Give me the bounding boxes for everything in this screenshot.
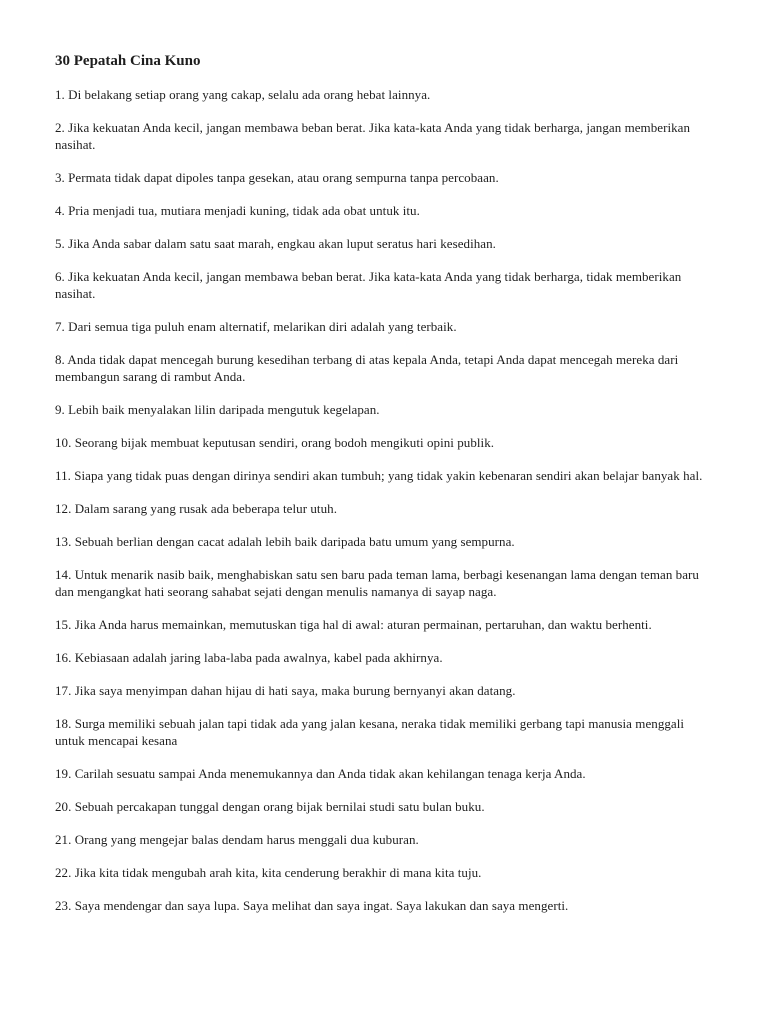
proverb-item: 3. Permata tidak dapat dipoles tanpa gesekan, atau orang sempurna tanpa percobaan. (55, 170, 499, 185)
proverb-item: 15. Jika Anda harus memainkan, memutuskan tiga hal di awal: aturan permainan, pertaruhan, dan waktu berhenti. (55, 617, 652, 632)
proverb-item: 9. Lebih baik menyalakan lilin daripada mengutuk kegelapan. (55, 402, 380, 417)
proverb-item: 11. Siapa yang tidak puas dengan dirinya sendiri akan tumbuh; yang tidak yakin kebenaran sendiri akan belajar banyak hal. (55, 468, 703, 483)
proverb-item: 4. Pria menjadi tua, mutiara menjadi kuning, tidak ada obat untuk itu. (55, 203, 420, 218)
proverb-item: 23. Saya mendengar dan saya lupa. Saya melihat dan saya ingat. Saya lakukan dan saya mengerti. (55, 898, 569, 913)
proverb-item: 18. Surga memiliki sebuah jalan tapi tidak ada yang jalan kesana, neraka tidak memiliki gerbang tapi manusia menggali untuk mencapai kesana (55, 716, 685, 748)
proverb-item: 13. Sebuah berlian dengan cacat adalah lebih baik daripada batu umum yang sempurna. (55, 534, 515, 549)
proverb-item: 20. Sebuah percakapan tunggal dengan orang bijak bernilai studi satu bulan buku. (55, 799, 485, 814)
proverb-list (55, 86, 708, 914)
proverb-item: 7. Dari semua tiga puluh enam alternatif, melarikan diri adalah yang terbaik. (55, 319, 457, 334)
proverb-item: 17. Jika saya menyimpan dahan hijau di hati saya, maka burung bernyanyi akan datang. (55, 683, 516, 698)
proverb-item: 22. Jika kita tidak mengubah arah kita, kita cenderung berakhir di mana kita tuju. (55, 865, 482, 880)
proverb-item: 1. Di belakang setiap orang yang cakap, selalu ada orang hebat lainnya. (55, 87, 431, 102)
proverb-item: 19. Carilah sesuatu sampai Anda menemukannya dan Anda tidak akan kehilangan tenaga kerja Anda. (55, 766, 586, 781)
proverb-item: 10. Seorang bijak membuat keputusan sendiri, orang bodoh mengikuti opini publik. (55, 435, 495, 450)
proverb-item: 14. Untuk menarik nasib baik, menghabiskan satu sen baru pada teman lama, berbagi kesenangan lama dengan teman baru dan mengangkat hati seorang sahabat sejati dengan menulis namanya di sayap naga. (55, 567, 699, 599)
proverb-item: 12. Dalam sarang yang rusak ada beberapa telur utuh. (55, 501, 337, 516)
document-title: 30 Pepatah Cina Kuno (55, 53, 201, 69)
proverb-item: 2. Jika kekuatan Anda kecil, jangan membawa beban berat. Jika kata-kata Anda yang tidak berharga, jangan memberikan nasihat. (55, 120, 691, 152)
proverb-item: 8. Anda tidak dapat mencegah burung kesedihan terbang di atas kepala Anda, tetapi Anda dapat mencegah mereka dari membangun sarang di rambut Anda. (55, 352, 679, 384)
proverb-item: 21. Orang yang mengejar balas dendam harus menggali dua kuburan. (55, 832, 419, 847)
proverb-item: 6. Jika kekuatan Anda kecil, jangan membawa beban berat. Jika kata-kata Anda yang tidak berharga, tidak memberikan nasihat. (55, 269, 682, 301)
proverb-item: 5. Jika Anda sabar dalam satu saat marah, engkau akan luput seratus hari kesedihan. (55, 236, 496, 251)
proverb-item: 16. Kebiasaan adalah jaring laba-laba pada awalnya, kabel pada akhirnya. (55, 650, 443, 665)
